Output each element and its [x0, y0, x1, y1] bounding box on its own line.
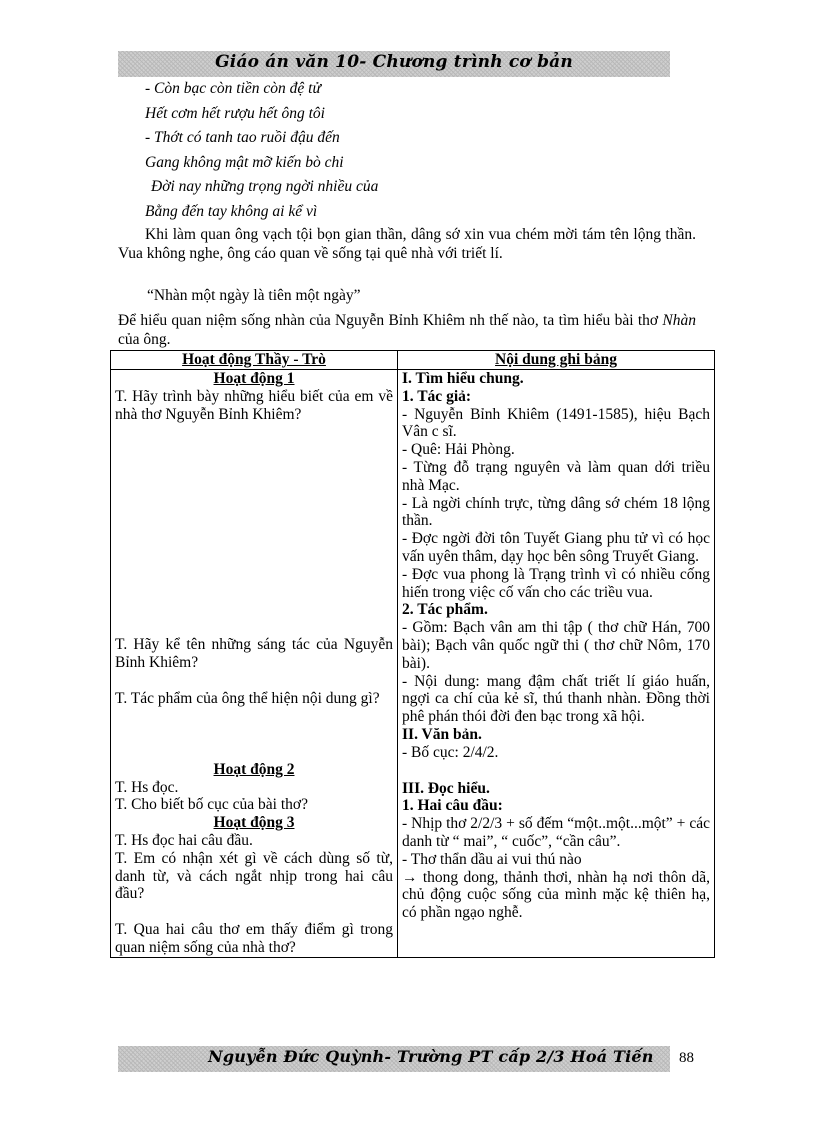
- content-line: - Từng đỗ trạng nguyên và làm quan dới triều nhà Mạc.: [402, 458, 710, 494]
- content-line: - Nội dung: mang đậm chất triết lí giáo huấn, ngợi ca chí của kẻ sĩ, thú thanh nhàn. Đồng thời phê phán thói đời đen bạc trong xã hội.: [402, 672, 710, 726]
- poem-line: Hết cơm hết rượu hết ông tôi: [145, 104, 325, 122]
- question: T. Em có nhận xét gì về cách dùng số từ, danh từ, và cách ngắt nhịp trong hai câu đầu?: [115, 849, 393, 903]
- question: T. Cho biết bố cục của bài thơ?: [115, 796, 308, 814]
- subsection-heading: 1. Tác giả:: [402, 387, 472, 405]
- question: T. Hs đọc hai câu đầu.: [115, 831, 253, 849]
- teacher-student-column: [111, 370, 398, 958]
- content-line: - Đợc ngời đời tôn Tuyết Giang phu tử vì có học vấn uyên thâm, dạy học bên sông Truyết Giang.: [402, 530, 710, 565]
- page-number: 88: [679, 1050, 694, 1066]
- header-band: [118, 51, 670, 77]
- quote-paragraph: “Nhàn một ngày là tiên một ngày”: [147, 287, 361, 304]
- footer-author: Nguyễn Đức Quỳnh- Trường PT cấp 2/3 Hoá Tiến: [208, 1047, 654, 1066]
- content-line: - Đợc vua phong là Trạng trình vì có nhiều cống hiến trong việc cố vấn cho các triều vua.: [402, 565, 710, 601]
- table-row: [111, 370, 715, 958]
- poem-line: Gang không mật mỡ kiến bò chi: [145, 153, 344, 171]
- board-content-column: [398, 370, 715, 958]
- table-header-row: [111, 351, 715, 370]
- question: T. Tác phẩm của ông thể hiện nội dung gì?: [115, 689, 380, 707]
- content-line: - Thơ thẩn dầu ai vui thú nào: [402, 850, 582, 868]
- activity-heading: Hoạt động 2: [213, 760, 295, 778]
- section-heading: II. Văn bản.: [402, 725, 482, 743]
- subsection-heading: 1. Hai câu đầu:: [402, 797, 503, 815]
- header-right: Nội dung ghi bảng: [398, 351, 715, 370]
- activity-heading: Hoạt động 3: [213, 814, 295, 832]
- header-left: Hoạt động Thầy - Trò: [111, 351, 398, 370]
- subsection-heading: 2. Tác phẩm.: [402, 601, 488, 619]
- question: T. Hs đọc.: [115, 778, 179, 796]
- content-line: - Bố cục: 2/4/2.: [402, 743, 499, 761]
- question: T. Hãy trình bày những hiểu biết của em về nhà thơ Nguyễn Bỉnh Khiêm?: [115, 387, 393, 423]
- poem-line: Đời nay những trọng ngời nhiều của: [151, 178, 379, 195]
- content-line: → thong dong, thảnh thơi, nhàn hạ nơi thôn dã, chủ động cuộc sống của mình mặc kệ thiên hạ, có phần ngạo nghễ.: [402, 868, 710, 922]
- poem-line: Bằng đến tay không ai kể vì: [145, 202, 318, 220]
- poem-line: - Thớt có tanh tao ruồi đậu đến: [145, 129, 340, 146]
- poem-block: [145, 77, 378, 224]
- content-line: - Gồm: Bạch vân am thi tập ( thơ chữ Hán, 700 bài); Bạch vân quốc ngữ thi ( thơ chữ Nôm, 170 bài).: [402, 619, 710, 672]
- content-line: - Là ngời chính trực, từng dâng sớ chém 18 lộng thần.: [402, 494, 710, 530]
- footer-band: [118, 1046, 670, 1072]
- question: T. Hãy kể tên những sáng tác của Nguyễn Bỉnh Khiêm?: [115, 636, 393, 672]
- section-heading: I. Tìm hiểu chung.: [402, 370, 524, 387]
- paragraph-intro: Khi làm quan ông vạch tội bọn gian thần, dâng sớ xin vua chém mời tám tên lộng thần. Vua không nghe, ông cáo quan về sống tại quê nhà với triết lí.: [118, 226, 696, 262]
- question: T. Qua hai câu thơ em thấy điểm gì trong quan niệm sống của nhà thơ?: [115, 921, 393, 956]
- content-line: - Nhịp thơ 2/2/3 + số đếm “một..một...một” + các danh từ “ mai”, “ cuốc”, “cần câu”.: [402, 815, 710, 850]
- header-title: Giáo án văn 10- Chương trình cơ bản: [215, 52, 573, 72]
- lesson-table: [110, 350, 715, 958]
- activity-heading: Hoạt động 1: [213, 370, 295, 387]
- section-heading: III. Đọc hiểu.: [402, 779, 490, 797]
- paragraph-transition: Để hiểu quan niệm sống nhàn của Nguyễn Bỉnh Khiêm nh thế nào, ta tìm hiểu bài thơ Nhàn của ông.: [118, 312, 696, 348]
- content-line: - Quê: Hải Phòng.: [402, 441, 515, 459]
- poem-line: - Còn bạc còn tiền còn đệ tử: [145, 80, 321, 97]
- content-line: - Nguyễn Bỉnh Khiêm (1491-1585), hiệu Bạch Vân c sĩ.: [402, 405, 710, 441]
